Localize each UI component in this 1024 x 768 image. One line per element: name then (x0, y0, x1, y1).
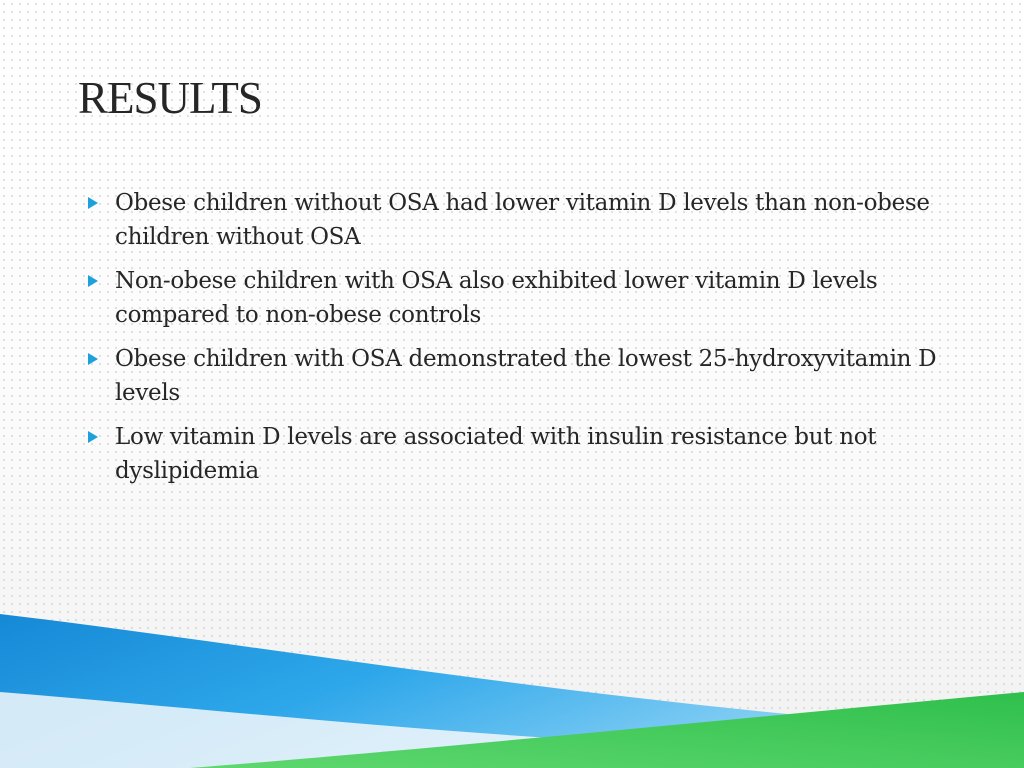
bullet-list (88, 186, 938, 498)
bullet-item (88, 342, 938, 410)
bullet-item (88, 264, 938, 332)
decorative-waves (0, 600, 1024, 768)
bullet-text: Non-obese children with OSA also exhibited lower vitamin D levels compared to non-obese controls (115, 268, 878, 328)
triangle-right-icon (88, 431, 98, 443)
triangle-right-icon (88, 197, 98, 209)
bullet-text: Low vitamin D levels are associated with insulin resistance but not dyslipidemia (115, 424, 877, 484)
triangle-right-icon (88, 275, 98, 287)
bullet-item (88, 420, 938, 488)
slide-title: RESULTS (78, 73, 262, 123)
bullet-text: Obese children with OSA demonstrated the lowest 25-hydroxyvitamin D levels (115, 346, 937, 406)
bullet-item (88, 186, 938, 254)
bullet-text: Obese children without OSA had lower vitamin D levels than non-obese children without OSA (115, 190, 930, 250)
triangle-right-icon (88, 353, 98, 365)
